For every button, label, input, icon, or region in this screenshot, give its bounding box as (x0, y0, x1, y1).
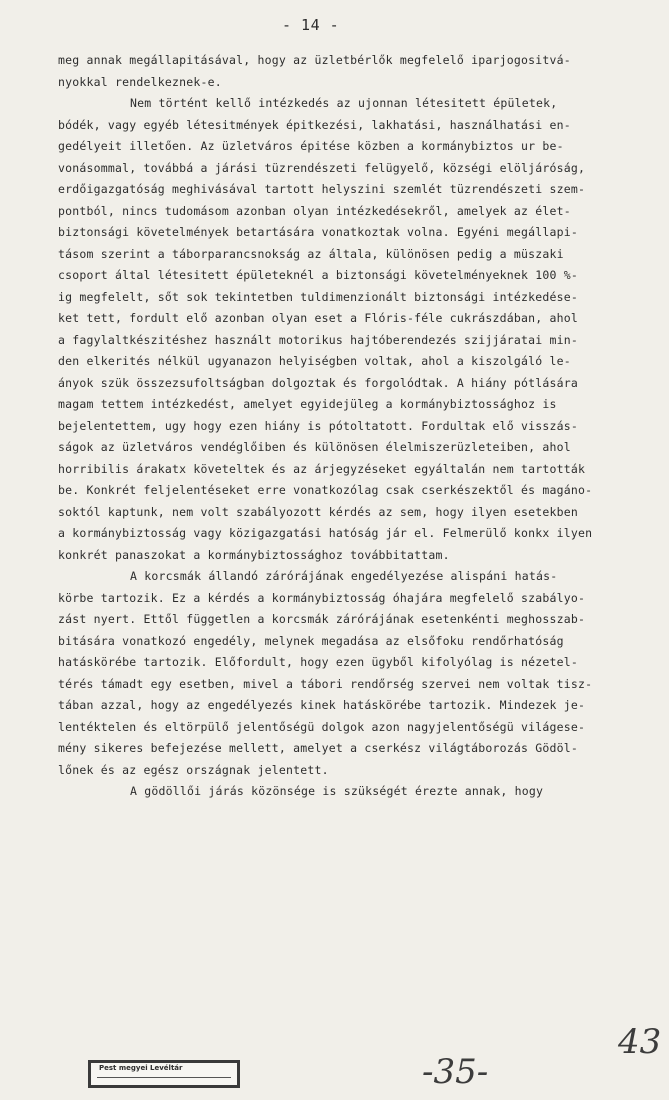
text-line: vonásommal, továbbá a járási tüzrendészeti felügyelő, községi elöljáróság, (58, 160, 586, 175)
text-line: ságok az üzletváros vendéglőiben és különösen élelmiszerüzleteiben, ahol (58, 440, 571, 454)
text-line: biztonsági követelmények betartására vonatkoztak volna. Egyéni megállapi- (58, 225, 579, 239)
text-line: erdőigazgatóság meghivásával tartott helyszini szemlét tüzrendészeti szem- (58, 182, 586, 196)
text-line: gedélyeit illetően. Az üzletváros épitése közben a kormánybiztos ur be- (58, 139, 564, 153)
text-line: meg annak megállapitásával, hogy az üzletbérlők megfelelő iparjogositvá- (58, 53, 571, 67)
text-line: a fagylaltkészitéshez használt motorikus hajtóberendezés szijjáratai min- (58, 332, 579, 347)
page-number: - 14 - (282, 16, 340, 34)
handwritten-page-number: -35- (422, 1052, 489, 1092)
text-line: bejelentettem, ugy hogy ezen hiány is pótoltatott. Fordultak elő visszás- (58, 418, 579, 433)
text-line: Nem történt kellő intézkedés az ujonnan létesitett épületek, (130, 96, 558, 110)
text-line: körbe tartozik. Ez a kérdés a kormánybiztosság óhajára megfelelő szabályo- (58, 590, 586, 605)
archive-stamp (88, 1060, 240, 1088)
stamp-label: Pest megyei Levéltár (99, 1064, 183, 1072)
text-line: mény sikeres befejezése mellett, amelyet a cserkész világtáborozás Gödöl- (58, 741, 579, 755)
text-line: a kormánybiztosság vagy közigazgatási hatóság jár el. Felmerülő konkx ilyen (58, 526, 593, 540)
text-line: A gödöllői járás közönsége is szükségét érezte annak, hogy (130, 784, 544, 798)
document-body (58, 50, 648, 803)
text-line: hatáskörébe tartozik. Előfordult, hogy ezen ügyből kifolyólag is nézetel- (58, 655, 579, 669)
text-line: den elkerités nélkül ugyanazon helyiségben voltak, ahol a kiszolgáló le- (58, 354, 571, 368)
text-line: pontból, nincs tudomásom azonban olyan intézkedésekről, amelyek az élet- (58, 203, 571, 218)
text-line: tásom szerint a táborparancsnokság az általa, különösen pedig a müszaki (58, 246, 564, 261)
handwritten-folio-number: 43 (618, 1022, 662, 1062)
text-line: bódék, vagy egyéb létesitmények épitkezési, lakhatási, használhatási en- (58, 117, 571, 132)
text-line: ket tett, fordult elő azonban olyan eset a Flóris-féle cukrászdában, ahol (58, 311, 579, 325)
text-line: be. Konkrét feljelentéseket erre vonatkozólag csak cserkészektől és magáno- (58, 483, 593, 497)
text-line: magam tettem intézkedést, amelyet egyidejüleg a kormánybiztossághoz is (58, 397, 557, 411)
text-line: bitására vonatkozó engedély, melynek megadása az elsőfoku rendőrhatóság (58, 633, 564, 648)
text-line: nyokkal rendelkeznek-e. (58, 74, 222, 89)
text-line: konkrét panaszokat a kormánybiztossághoz továbbitattam. (58, 547, 450, 562)
text-line: tában azzal, hogy az engedélyezés kinek hatáskörébe tartozik. Mindezek je- (58, 698, 586, 712)
text-line: csoport által létesitett épületeknél a biztonsági követelményeknek 100 %- (58, 268, 579, 282)
text-line: lentéktelen és eltörpülő jelentőségü dolgok azon nagyjelentőségü világese- (58, 719, 586, 734)
text-line: ányok szük összezsufoltságban dolgoztak és forgolódtak. A hiány pótlására (58, 375, 579, 390)
text-line: soktól kaptunk, nem volt szabályozott kérdés az sem, hogy ilyen esetekben (58, 504, 579, 519)
text-line: A korcsmák állandó zárórájának engedélyezése alispáni hatás- (130, 569, 558, 583)
stamp-rule (97, 1077, 231, 1078)
text-line: térés támadt egy esetben, mivel a tábori rendőrség szervei nem voltak tisz- (58, 676, 593, 691)
text-line: horribilis árakatx követeltek és az árjegyzéseket egyáltalán nem tartották (58, 461, 586, 476)
text-line: ig megfelelt, sőt sok tekintetben tuldimenzionált biztonsági intézkedése- (58, 289, 579, 304)
text-line: zást nyert. Ettől független a korcsmák zárórájának esetenkénti meghosszab- (58, 612, 586, 626)
text-line: lőnek és az egész országnak jelentett. (58, 762, 329, 777)
